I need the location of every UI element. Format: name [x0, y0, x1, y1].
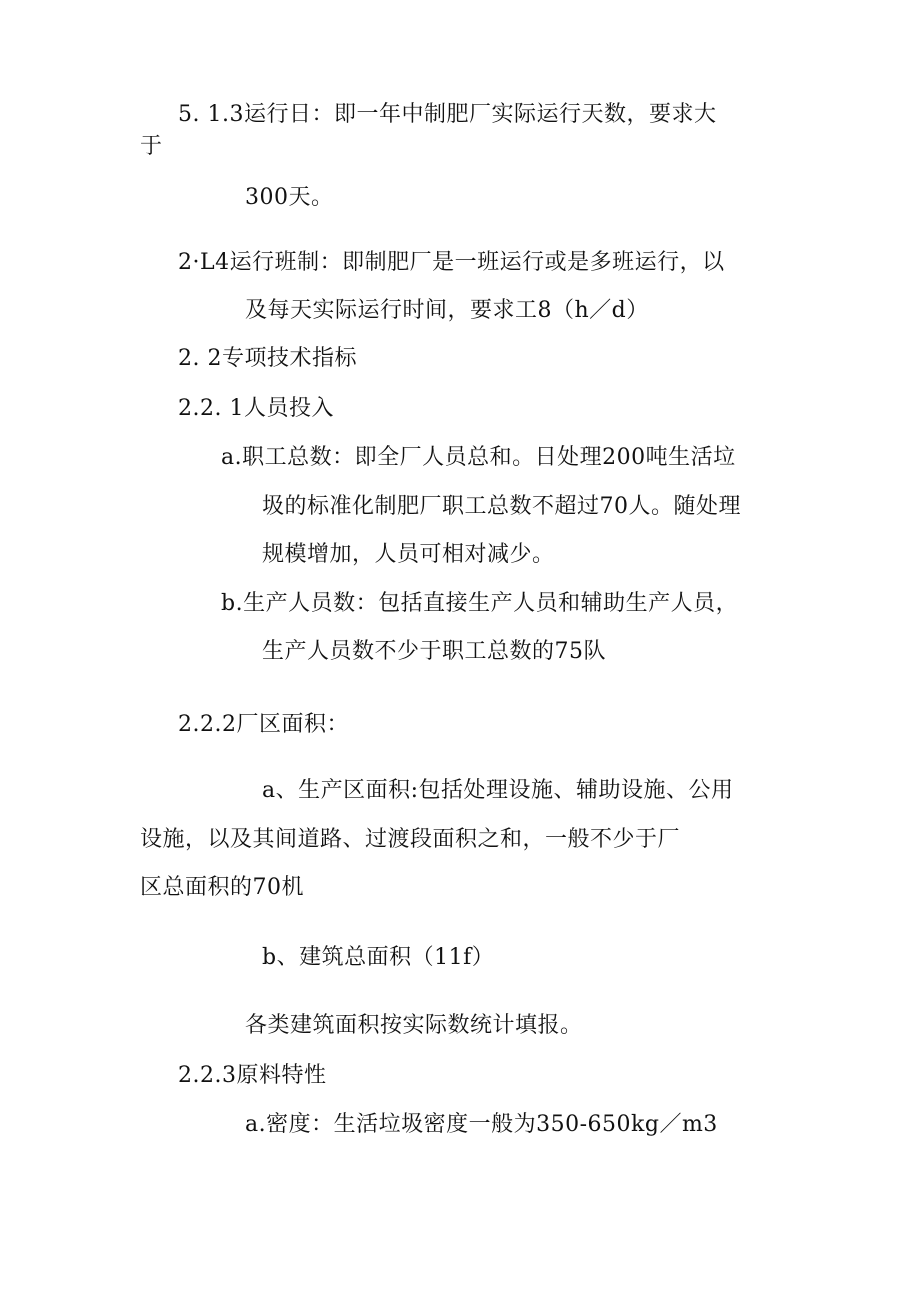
- text-line-shift-system: 2·L4运行班制：即制肥厂是一班运行或是多班运行，以: [178, 250, 725, 275]
- text-line-operating-days: 5. 1.3运行日：即一年中制肥厂实际运行天数，要求大: [178, 102, 717, 127]
- text-line-operating-days-wrap: 于: [140, 134, 163, 159]
- text-line-production-area: a、生产区面积:包括处理设施、辅助设施、公用: [262, 778, 734, 803]
- text-line-production-staff: b.生产人员数：包括直接生产人员和辅助生产人员，: [221, 591, 739, 616]
- text-line-total-staff: a.职工总数：即全厂人员总和。日处理200吨生活垃: [221, 445, 736, 470]
- text-line-density: a.密度：生活垃圾密度一般为350-650kg／m3: [245, 1112, 718, 1137]
- text-line-operating-days-value: 300天。: [245, 185, 334, 210]
- text-line-production-area-cont2: 区总面积的70机: [140, 875, 304, 900]
- section-heading-2-2: 2. 2专项技术指标: [178, 346, 357, 371]
- text-line-production-staff-cont: 生产人员数不少于职工总数的75队: [262, 639, 606, 664]
- section-heading-2-2-3: 2.2.3原料特性: [178, 1063, 327, 1088]
- text-line-total-staff-cont2: 规模增加，人员可相对减少。: [262, 542, 555, 567]
- text-line-production-area-cont1: 设施，以及其间道路、过渡段面积之和，一般不少于厂: [140, 827, 681, 852]
- text-line-building-area: b、建筑总面积（11f）: [262, 945, 495, 970]
- text-line-total-staff-cont1: 圾的标准化制肥厂职工总数不超过70人。随处理: [262, 494, 741, 519]
- text-line-building-area-note: 各类建筑面积按实际数统计填报。: [245, 1013, 583, 1038]
- text-line-shift-system-cont: 及每天实际运行时间，要求工8（h／d）: [245, 298, 649, 323]
- section-heading-2-2-1: 2.2. 1人员投入: [178, 396, 334, 421]
- section-heading-2-2-2: 2.2.2厂区面积：: [178, 712, 349, 737]
